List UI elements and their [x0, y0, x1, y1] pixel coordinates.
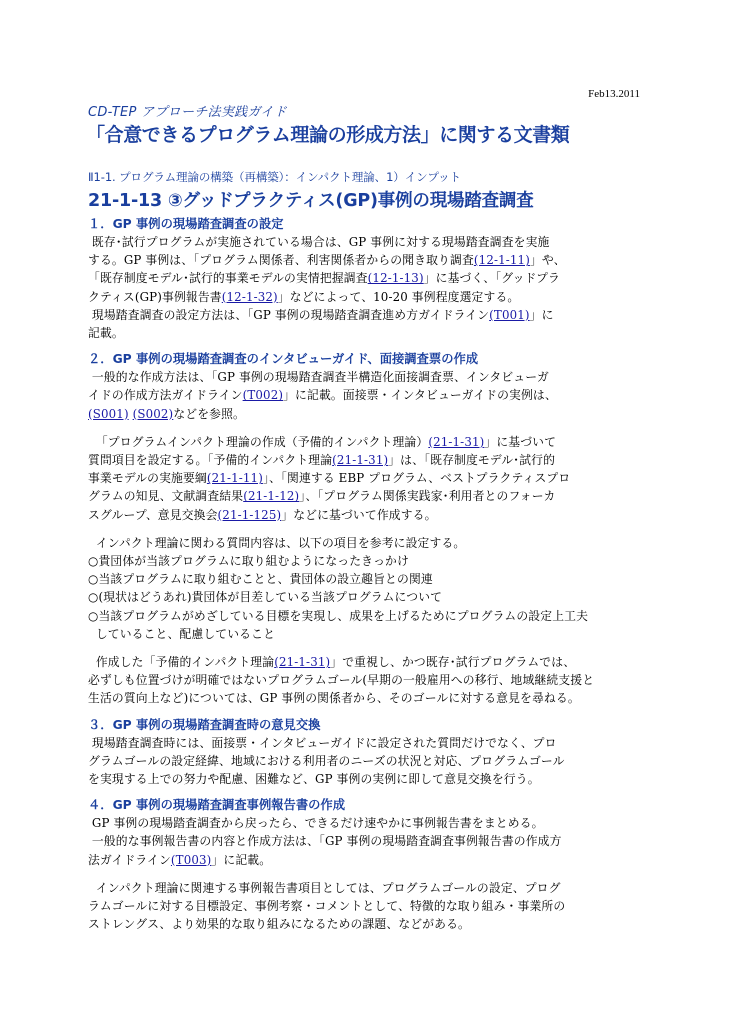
paragraph-line: 一般的な事例報告書の内容と作成方法は、「GP 事例の現場踏査調査事例報告書の作成方 [91, 834, 562, 849]
document-body [88, 215, 642, 934]
paragraph-line: 法ガイドライン(T003)」に記載。 [88, 852, 272, 867]
doc-link[interactable]: (21-1-31) [274, 655, 331, 670]
paragraph-line: GP 事例の現場踏査調査から戻ったら、できるだけ速やかに事例報告書をまとめる。 [91, 816, 544, 831]
section-3-heading: ３．GP 事例の現場踏査調査時の意見交換 [88, 717, 321, 732]
paragraph-line: 「プログラムインパクト理論の作成（予備的インパクト理論）(21-1-31)」に基づいて [95, 434, 557, 449]
doc-link[interactable]: (T001) [489, 307, 530, 322]
paragraph-line: 現場踏査調査時には、面接票・インタビューガイドに設定された質問だけでなく、プロ [91, 735, 557, 750]
list-item: ○(現状はどうあれ)貴団体が目差している当該プログラムについて [88, 590, 443, 605]
doc-link[interactable]: (S001) [88, 406, 129, 421]
section-title: 21-1-13 ③グッドプラクティス(GP)事例の現場踏査調査 [88, 191, 534, 211]
paragraph-line: 現場踏査調査の設定方法は、「GP 事例の現場踏査調査進め方ガイドライン(T001)」に [91, 307, 554, 322]
paragraph-line: を実現する上での努力や配慮、困難など、GP 事例の実例に即して意見交換を行う。 [88, 772, 540, 787]
paragraph-line: 既存･試行プログラムが実施されている場合は、GP 事例に対する現場踏査調査を実施 [91, 235, 550, 249]
paragraph-line: 一般的な作成方法は、「GP 事例の現場踏査調査半構造化面接調査票、インタビューガ [91, 370, 549, 385]
paragraph-line: する。GP 事例は、「プログラム関係者、利害関係者からの聞き取り調査(12-1-11)」や、 [88, 253, 566, 268]
paragraph-line: (S001) (S002)などを参照。 [88, 406, 245, 421]
paragraph-line: インパクト理論に関わる質問内容は、以下の項目を参考に設定する。 [95, 535, 466, 550]
paragraph-line: 「既存制度モデル･試行的事業モデルの実情把握調査(12-1-13)」に基づく、「グッドプラ [88, 271, 561, 286]
paragraph-line: 生活の質向上など)については、GP 事例の関係者から、そのゴールに対する意見を尋ねる。 [88, 691, 580, 706]
paragraph-line: 質問項目を設定する。「予備的インパクト理論(21-1-31)」は、「既存制度モデル･試行的 [88, 453, 556, 468]
paragraph-line: イドの作成方法ガイドライン(T002)」に記載。面接票・インタビューガイドの実例は、 [88, 388, 557, 403]
paragraph-line: 必ずしも位置づけが明確ではないプログラムゴール(早期の一般雇用への移行、地域継続支援と [88, 673, 595, 688]
section-4-heading: ４．GP 事例の現場踏査調査事例報告書の作成 [88, 798, 346, 813]
paragraph-line: グラムゴールの設定経緯、地域における利用者のニーズの状況と対応、プログラムゴール [88, 753, 565, 768]
doc-link[interactable]: (21-1-125) [217, 507, 282, 522]
list-item: ○当該プログラムに取り組むことと、貴団体の設立趣旨との関連 [88, 572, 433, 587]
breadcrumb: Ⅱ1-1. プログラム理論の構築（再構築）：インパクト理論、1）インプット [88, 170, 461, 184]
paragraph-line: 事業モデルの実施要綱(21-1-11)」、「関連する EBP プログラム、ベストプラクティスプロ [88, 471, 571, 486]
document-date: Feb13.2011 [588, 88, 640, 100]
doc-link[interactable]: (12-1-11) [473, 253, 530, 268]
paragraph-line: 作成した「予備的インパクト理論(21-1-31)」で重視し、かつ既存･試行プログラムでは、 [95, 655, 576, 670]
doc-link[interactable]: (21-1-31) [332, 453, 389, 468]
list-item: していること、配慮していること [95, 626, 276, 641]
section-2-heading: ２．GP 事例の現場踏査調査のインタビューガイド、面接調査票の作成 [88, 352, 479, 367]
list-item: ○当該プログラムがめざしている目標を実現し、成果を上げるためにプログラムの設定上工夫 [88, 608, 589, 623]
doc-link[interactable]: (12-1-32) [221, 289, 278, 304]
doc-link[interactable]: (21-1-12) [243, 489, 300, 504]
doc-link[interactable]: (21-1-31) [428, 434, 485, 449]
paragraph-line: インパクト理論に関連する事例報告書項目としては、プログラムゴールの設定、プログ [95, 880, 561, 895]
document-subtitle: CD-TEP アプローチ法実践ガイド [88, 105, 287, 120]
section-1-heading: １．GP 事例の現場踏査調査の設定 [88, 217, 284, 231]
paragraph-line: ストレングス、より効果的な取り組みになるための課題、などがある。 [88, 917, 471, 932]
doc-link[interactable]: (T002) [242, 388, 284, 403]
document-title: 「合意できるプログラム理論の形成方法」に関する文書類 [86, 124, 570, 146]
doc-link[interactable]: (12-1-13) [367, 271, 424, 286]
list-item: ○貴団体が当該プログラムに取り組むようになったきっかけ [88, 554, 409, 569]
paragraph-line: ラムゴールに対する目標設定、事例考察・コメントとして、特徴的な取り組み・事業所の [88, 899, 566, 914]
paragraph-line: グラムの知見、文献調査結果(21-1-12)」、「プログラム関係実践家･利用者とのフォーカ [88, 489, 556, 504]
doc-link[interactable]: (T003) [170, 852, 212, 867]
doc-link[interactable]: (S002) [132, 406, 174, 421]
paragraph-line: スグループ、意見交換会(21-1-125)」などに基づいて作成する。 [88, 507, 437, 522]
doc-link[interactable]: (21-1-11) [206, 471, 263, 486]
paragraph-line: 記載。 [88, 326, 124, 341]
paragraph-line: クティス(GP)事例報告書(12-1-32)」などによって、10-20 事例程度選定する。 [88, 289, 520, 304]
